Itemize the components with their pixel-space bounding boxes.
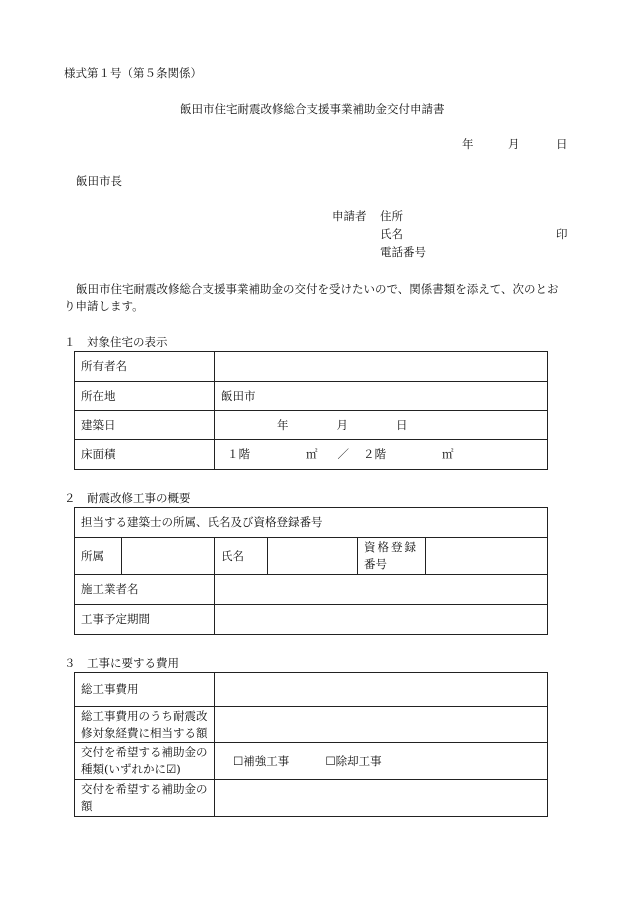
registration-field[interactable] — [426, 538, 548, 575]
applicant-phone-label: 電話番号 — [380, 245, 426, 259]
seismic-cost-label — [75, 707, 215, 743]
section2-heading: ２ 耐震改修工事の概要 — [64, 491, 191, 505]
affiliation-field[interactable] — [122, 538, 215, 575]
cost-table — [74, 672, 548, 817]
location-value: 飯田市 — [221, 388, 256, 403]
subsidy-type-label-line2: 種類(いずれかに☑) — [81, 762, 181, 776]
subsidy-amount-label-line2: 額 — [81, 799, 93, 813]
reinforcement-checkbox[interactable]: ☐補強工事 — [233, 753, 290, 768]
architect-table — [74, 507, 548, 635]
seismic-cost-label-line2: 修対象経費に相当する額 — [81, 725, 208, 740]
period-label: 工事予定期間 — [75, 605, 215, 635]
applicant-label: 申請者 — [332, 209, 367, 223]
target-house-table — [74, 351, 548, 470]
date-year: 年 — [462, 137, 474, 151]
date-month: 月 — [508, 137, 520, 151]
seismic-cost-label-line1: 総工事費用のうち耐震改 — [81, 708, 208, 723]
floor-separator: ／ — [337, 447, 349, 462]
contractor-field[interactable] — [215, 575, 548, 605]
subsidy-amount-label-line1: 交付を希望する補助金の — [81, 782, 208, 797]
floor1-label: １階 — [227, 447, 250, 462]
intro-line-2: り申請します。 — [64, 299, 144, 313]
location-label: 所在地 — [75, 382, 215, 411]
floor-area-field[interactable] — [215, 440, 548, 470]
subsidy-amount-label — [75, 780, 215, 817]
subsidy-amount-field[interactable] — [215, 780, 548, 817]
built-date-label: 建築日 — [75, 411, 215, 440]
architect-name-label: 氏名 — [215, 538, 268, 575]
subsidy-type-label-line1: 交付を希望する補助金の — [81, 745, 208, 760]
registration-label-line2: 番号 — [364, 557, 387, 571]
registration-label — [358, 538, 426, 575]
addressee: 飯田市長 — [76, 174, 122, 188]
built-day-unit: 日 — [396, 417, 408, 432]
period-field[interactable] — [215, 605, 548, 635]
built-date-field[interactable] — [215, 411, 548, 440]
architect-name-field[interactable] — [268, 538, 358, 575]
subsidy-type-label — [75, 743, 215, 780]
contractor-label: 施工業者名 — [75, 575, 215, 605]
seal-mark: 印 — [556, 227, 568, 241]
built-year-unit: 年 — [277, 417, 289, 432]
floor2-sqm-unit: ㎡ — [442, 447, 454, 462]
floor-area-label: 床面積 — [75, 440, 215, 470]
seismic-cost-field[interactable] — [215, 707, 548, 743]
owner-field[interactable] — [215, 352, 548, 382]
section1-heading: １ 対象住宅の表示 — [64, 335, 168, 349]
date-day: 日 — [556, 137, 568, 151]
intro-line-1: 飯田市住宅耐震改修総合支援事業補助金の交付を受けたいので、関係書類を添えて、次のとお — [76, 282, 559, 296]
floor2-label: ２階 — [363, 447, 386, 462]
total-cost-field[interactable] — [215, 673, 548, 707]
applicant-address-label: 住所 — [380, 209, 403, 223]
applicant-name-label: 氏名 — [380, 227, 403, 241]
demolition-checkbox[interactable]: ☐除却工事 — [325, 753, 382, 768]
architect-heading: 担当する建築士の所属、氏名及び資格登録番号 — [75, 508, 548, 538]
floor1-sqm-unit: ㎡ — [306, 447, 318, 462]
subsidy-type-field — [215, 743, 548, 780]
document-title: 飯田市住宅耐震改修総合支援事業補助金交付申請書 — [180, 102, 445, 116]
owner-label: 所有者名 — [75, 352, 215, 382]
total-cost-label: 総工事費用 — [75, 673, 215, 707]
location-field[interactable] — [215, 382, 548, 411]
form-number: 様式第１号（第５条関係） — [64, 66, 202, 80]
registration-label-line1: 資格登録 — [364, 540, 418, 555]
affiliation-label: 所属 — [75, 538, 122, 575]
built-month-unit: 月 — [336, 417, 348, 432]
section3-heading: ３ 工事に要する費用 — [64, 656, 179, 670]
